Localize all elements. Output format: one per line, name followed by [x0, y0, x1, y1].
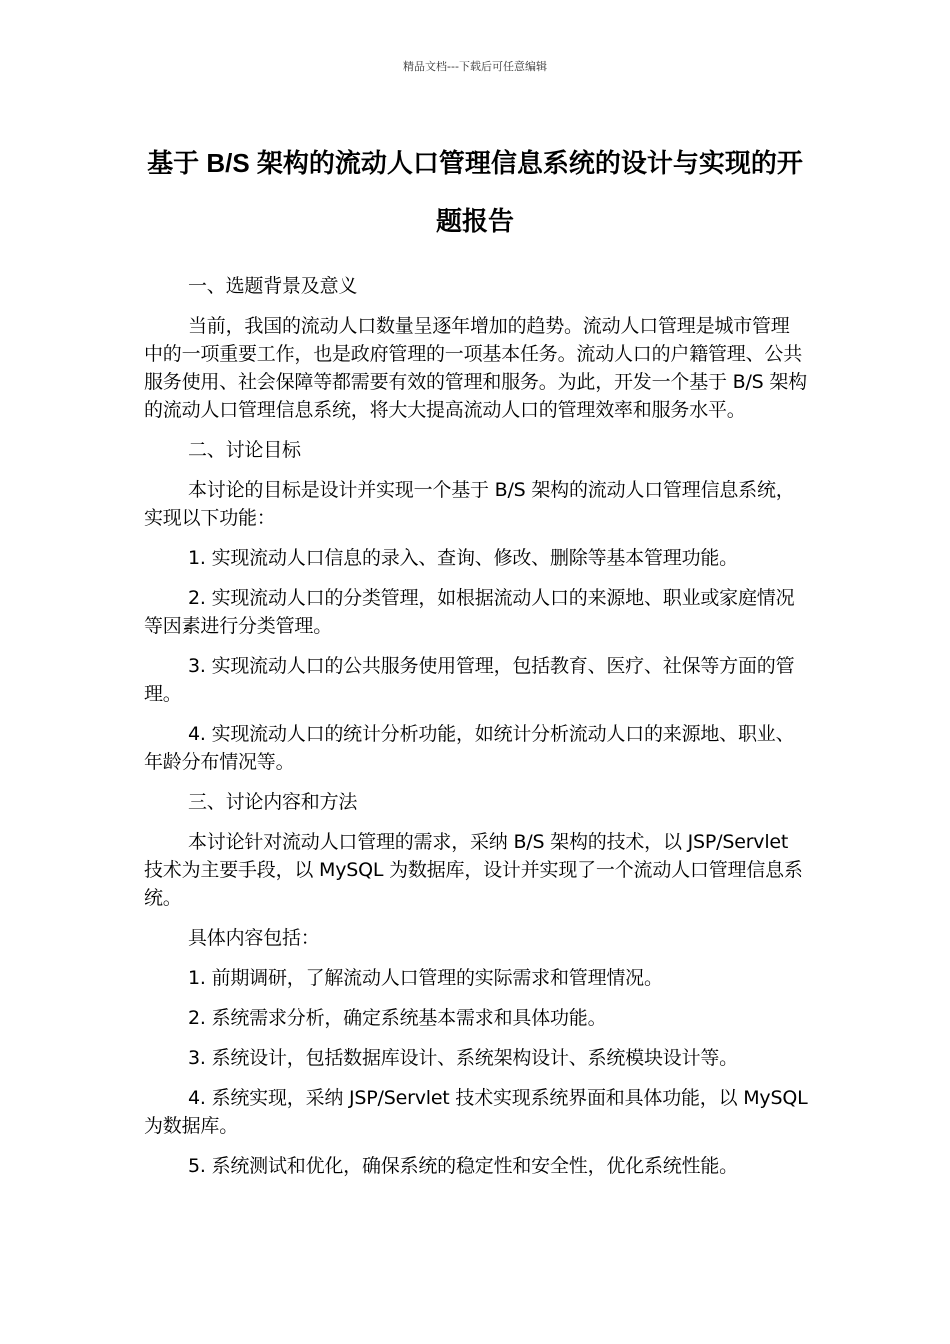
list-item: 3. 实现流动人口的公共服务使用管理，包括教育、医疗、社保等方面的管理。: [144, 655, 795, 705]
body-paragraph: 当前，我国的流动人口数量呈逐年增加的趋势。流动人口管理是城市管理中的一项重要工作，也是政府管理的一项基本任务。流动人口的户籍管理、公共服务使用、社会保障等都需要有效的管理和服务。为此，开发一个基于 B/S 架构的流动人口管理信息系统，将大大提高流动人口的管理效率和服务水平。: [144, 315, 807, 421]
header-note: 精品文档---下载后可任意编辑: [403, 60, 547, 73]
list-item: 5. 系统测试和优化，确保系统的稳定性和安全性，优化系统性能。: [188, 1155, 738, 1177]
list-item: 1. 实现流动人口信息的录入、查询、修改、删除等基本管理功能。: [188, 547, 738, 569]
list-item: 2. 实现流动人口的分类管理，如根据流动人口的来源地、职业或家庭情况等因素进行分类管理。: [144, 587, 795, 637]
section-heading: 三、讨论内容和方法: [188, 791, 358, 813]
list-item: 1. 前期调研，了解流动人口管理的实际需求和管理情况。: [188, 967, 663, 989]
section-heading: 二、讨论目标: [188, 439, 301, 461]
list-item: 4. 实现流动人口的统计分析功能，如统计分析流动人口的来源地、职业、年龄分布情况等。: [144, 723, 795, 773]
list-item: 3. 系统设计，包括数据库设计、系统架构设计、系统模块设计等。: [188, 1047, 738, 1069]
section-heading: 一、选题背景及意义: [188, 275, 358, 297]
document-body: [144, 272, 808, 1192]
document-title: 基于 B/S 架构的流动人口管理信息系统的设计与实现的开题报告: [147, 148, 803, 236]
body-paragraph: 具体内容包括：: [188, 927, 320, 949]
body-paragraph: 本讨论针对流动人口管理的需求，采纳 B/S 架构的技术，以 JSP/Servlet 技术为主要手段，以 MySQL 为数据库，设计并实现了一个流动人口管理信息系统。: [144, 831, 803, 909]
list-item: 4. 系统实现，采纳 JSP/Servlet 技术实现系统界面和具体功能，以 MySQL 为数据库。: [144, 1087, 808, 1137]
body-paragraph: 本讨论的目标是设计并实现一个基于 B/S 架构的流动人口管理信息系统，实现以下功能：: [144, 479, 795, 529]
list-item: 2. 系统需求分析，确定系统基本需求和具体功能。: [188, 1007, 607, 1029]
